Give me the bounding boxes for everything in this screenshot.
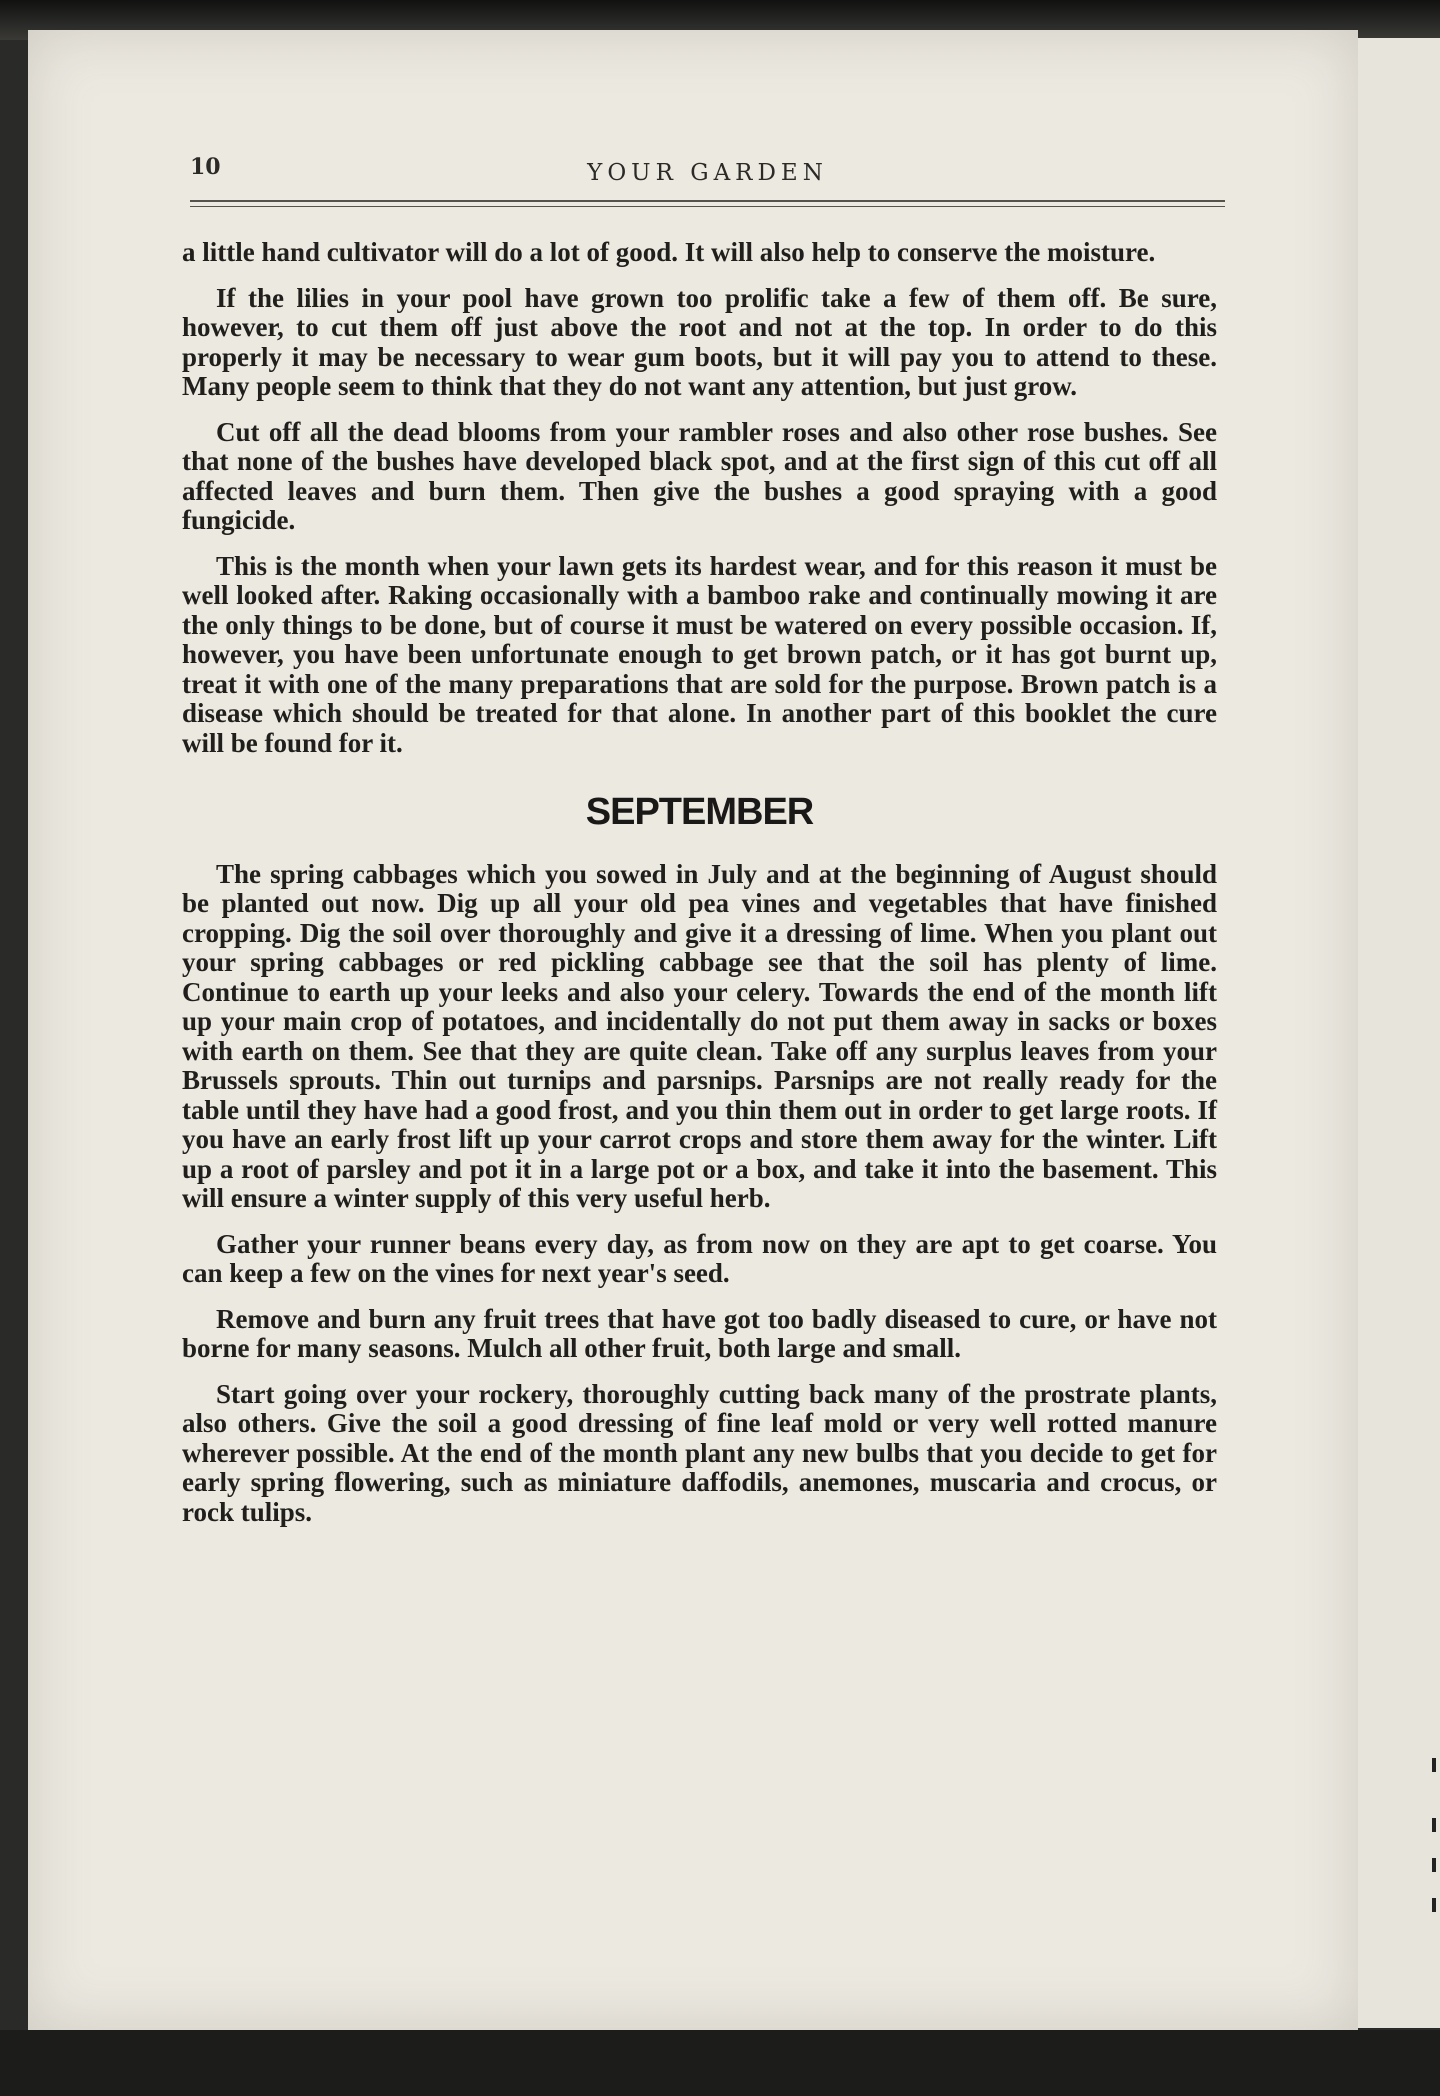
header-rule-thin xyxy=(190,206,1225,207)
header-rule xyxy=(190,200,1225,202)
running-title: YOUR GARDEN xyxy=(587,160,828,186)
page-header xyxy=(190,150,1225,190)
roses-paragraph: Cut off all the dead blooms from your rambler roses and also other rose bushes. See that none of the bushes have developed black spot, and at the first sign of this cut off all affected leaves and burn them. Then give the bushes a good spraying with a good fungicide. xyxy=(182,416,1217,535)
fruit-paragraph: Remove and burn any fruit trees that have got too badly diseased to cure, or have not borne for many seasons. Mulch all other fruit, both large and small. xyxy=(182,1303,1217,1363)
page-number: 10 xyxy=(190,154,221,180)
cabbages-paragraph: The spring cabbages which you sowed in July and at the beginning of August should be planted out now. Dig up all your old pea vines and vegetables that have finished cropping. Dig the soil over thoroughly and give it a dressing of lime. When you plant out your spring cabbages or red pickling cabbage see that the soil has plenty of lime. Continue to earth up your leeks and also your celery. Towards the end of the month lift up your main crop of potatoes, and incidentally do not put them away in sacks or boxes with earth on them. See that they are quite clean. Take off any surplus leaves from your Brussels sprouts. Thin out turnips and parsnips. Parsnips are not really ready for the table until they have had a good frost, and you thin them out in order to get large roots. If you have an early frost lift up your carrot crops and store them away for the winter. Lift up a root of parsley and pot it in a large pot or a box, and take it into the basement. This will ensure a winter supply of this very useful herb. xyxy=(182,858,1217,1213)
page-edge-mark xyxy=(1432,1818,1436,1832)
page-edge-mark xyxy=(1432,1758,1436,1772)
continuation-paragraph: a little hand cultivator will do a lot of good. It will also help to conserve the moisture. xyxy=(182,237,1156,267)
beans-paragraph: Gather your runner beans every day, as from now on they are apt to get coarse. You can keep a few on the vines for next year's seed. xyxy=(182,1228,1217,1288)
page-edge-mark xyxy=(1432,1858,1436,1872)
rockery-paragraph: Start going over your rockery, thoroughly cutting back many of the prostrate plants, also others. Give the soil a good dressing of fine leaf mold or very well rotted manure wherever possible. At the end of the month plant any new bulbs that you decide to get for early spring flowering, such as miniature daffodils, anemones, muscaria and crocus, or rock tulips. xyxy=(182,1378,1217,1527)
page-edge-mark xyxy=(1432,1898,1436,1912)
lawn-paragraph: This is the month when your lawn gets its hardest wear, and for this reason it must be well looked after. Raking occasionally with a bamboo rake and continually mowing it are the only things to be done, but of course it must be watered on every possible occasion. If, however, you have been unfortunate enough to get brown patch, or it has got burnt up, treat it with one of the many preparations that are sold for the purpose. Brown patch is a disease which should be treated for that alone. In another part of this booklet the cure will be found for it. xyxy=(182,550,1217,758)
lilies-paragraph: If the lilies in your pool have grown too prolific take a few of them off. Be sure, however, to cut them off just above the root and not at the top. In order to do this properly it may be necessary to wear gum boots, but it will pay you to attend to these. Many people seem to think that they do not want any attention, but just grow. xyxy=(182,282,1217,401)
scan-border-bottom xyxy=(0,2030,1440,2096)
page-body xyxy=(182,238,1217,1543)
section-heading-september: SEPTEMBER xyxy=(585,791,814,833)
